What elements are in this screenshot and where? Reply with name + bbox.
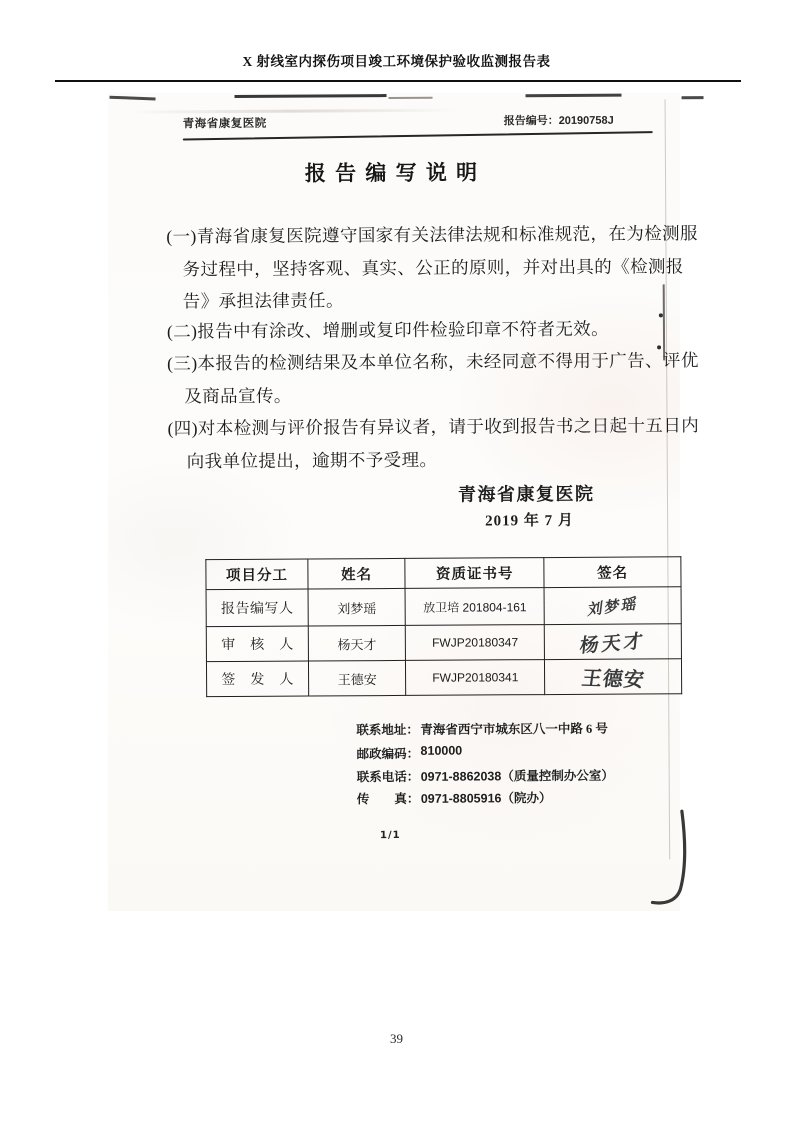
contact-phone-label: 联系电话：	[356, 769, 420, 785]
contact-postcode-value: 810000	[420, 743, 463, 758]
body-line: 向我单位提出，逾期不予受理。	[186, 449, 438, 472]
page-curl-shadow	[638, 809, 691, 909]
contact-address-value: 青海省西宁市城东区八一中路 6 号	[420, 721, 608, 737]
page-number: 39	[390, 1031, 403, 1046]
contact-fax-label: 传 真：	[356, 791, 420, 807]
paper-edge-mark	[526, 94, 622, 98]
col-header-name: 姓名	[308, 558, 405, 589]
cell-signature	[544, 587, 681, 625]
paper-edge-mark	[389, 97, 433, 99]
cell-role: 签 发 人	[206, 661, 308, 697]
scan-report-number: 报告编号：20190758J	[503, 114, 614, 128]
body-line: 告》承担法律责任。	[182, 290, 344, 312]
col-header-cert: 资质证书号	[405, 558, 544, 589]
cell-cert: FWJP20180341	[406, 660, 545, 696]
handwritten-signature: 刘梦瑶	[586, 593, 640, 619]
body-line: (三)本报告的检测结果及本单位名称，未经同意不得用于广告、评优	[167, 350, 699, 374]
body-line: (四)对本检测与评价报告有异议者，请于收到报告书之日起十五日内	[167, 415, 700, 439]
handwritten-signature: 王德安	[579, 665, 647, 692]
contact-postcode-label: 邮政编码：	[356, 746, 420, 762]
table-row	[206, 659, 681, 697]
scan-header-underline	[183, 131, 653, 140]
col-header-role: 项目分工	[206, 559, 308, 590]
contact-address-label: 联系地址：	[356, 722, 419, 738]
body-line: (二)报告中有涂改、增删或复印件检验印章不符者无效。	[166, 318, 610, 342]
paper-edge-mark	[109, 96, 155, 101]
paper-edge-mark	[235, 94, 387, 98]
document-title: 报 告 编 写 说 明	[304, 160, 480, 186]
scan-org-name: 青海省康复医院	[182, 117, 267, 131]
table-row	[206, 587, 681, 627]
body-line: (一)青海省康复医院遵守国家有关法律法规和标准规范，在为检测服	[166, 223, 698, 247]
table-header-row	[206, 557, 681, 590]
paper-smudge	[128, 109, 458, 114]
scan-page-indicator: 1/1	[380, 829, 401, 842]
ink-speck	[659, 313, 663, 317]
cell-cert: 放卫培 201804-161	[405, 588, 544, 626]
handwritten-signature: 杨天才	[578, 629, 647, 657]
cell-name: 杨天才	[308, 625, 405, 661]
cell-name: 刘梦瑶	[308, 588, 405, 626]
scanned-report-sheet	[108, 93, 700, 911]
header-rule	[55, 80, 741, 82]
cell-role: 审 核 人	[206, 626, 308, 662]
issue-date: 2019 年 7 月	[485, 512, 574, 530]
cell-signature	[545, 659, 682, 695]
scan-content	[106, 91, 700, 912]
paper-edge-mark	[682, 96, 704, 99]
cell-cert: FWJP20180347	[405, 625, 544, 661]
cell-name: 王德安	[309, 660, 406, 696]
page-header-title: X 射线室内探伤项目竣工环境保护验收监测报告表	[242, 54, 551, 69]
col-header-signature: 签名	[544, 557, 681, 588]
body-line: 及商品宣传。	[184, 385, 292, 407]
paper-right-edge	[665, 99, 671, 859]
cell-signature	[545, 624, 682, 660]
cell-role: 报告编写人	[206, 589, 308, 627]
table-row	[206, 624, 681, 662]
body-line: 务过程中，坚持客观、真实、公正的原则，并对出具的《检测报	[182, 256, 684, 280]
issuing-org: 青海省康复医院	[457, 483, 595, 505]
contact-phone-value: 0971-8862038（质量控制办公室）	[420, 768, 614, 784]
contact-fax-value: 0971-8805916（院办）	[420, 791, 552, 806]
staff-table	[205, 556, 682, 697]
